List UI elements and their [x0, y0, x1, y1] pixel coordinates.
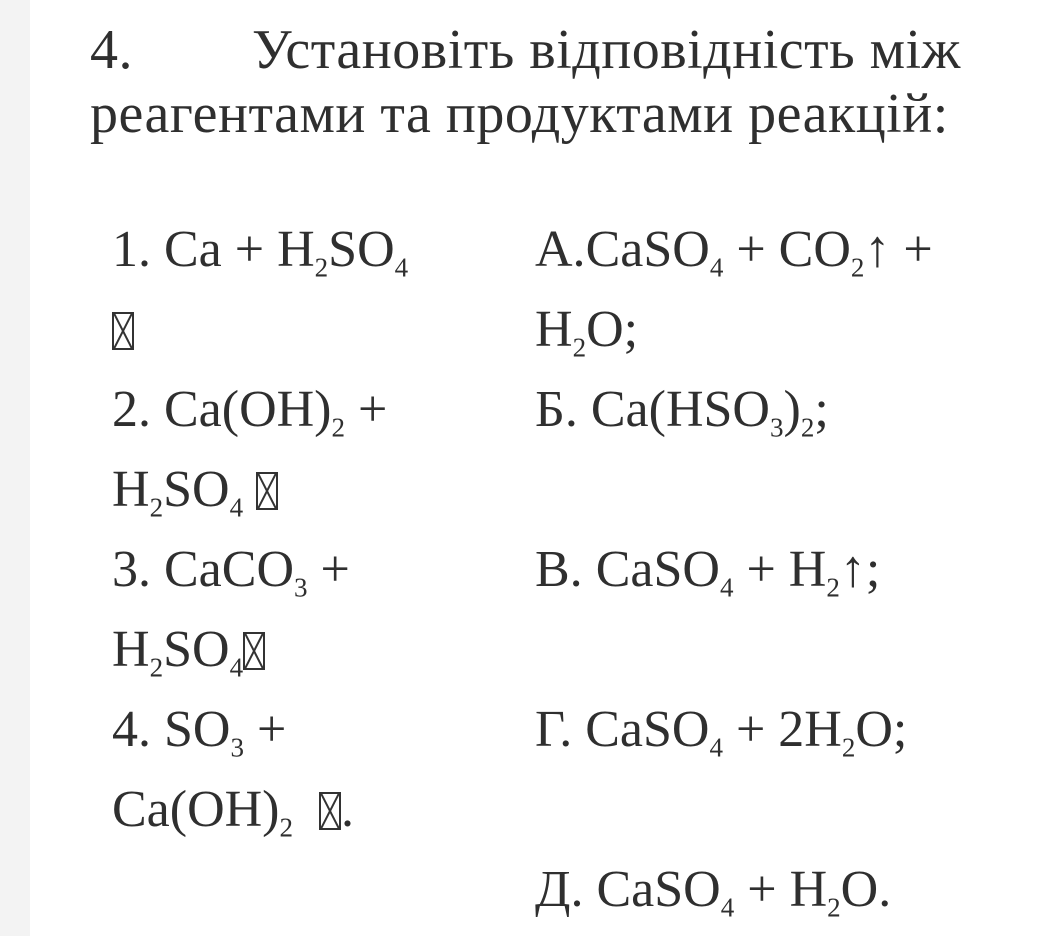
product-v-text-3: ↑; — [839, 541, 881, 598]
missing-arrow-icon — [243, 632, 265, 670]
reagents-column — [112, 210, 512, 850]
reagent-1-label: 1. — [112, 221, 151, 278]
reagent-4-text-b: Ca(OH) — [112, 781, 280, 838]
reagent-1-sub-b: 4 — [394, 252, 409, 283]
reagent-2-line-2 — [112, 450, 512, 530]
product-a-text-4: H — [535, 301, 573, 358]
product-a-text-3: ↑ + — [864, 221, 933, 278]
reagent-3-sub-b: 2 — [149, 652, 164, 683]
product-d-text: CaSO — [583, 861, 721, 918]
product-b-text: Ca(HSO — [577, 381, 770, 438]
product-g-line — [535, 690, 1015, 770]
products-column — [535, 210, 1015, 930]
product-g-text-3: O; — [855, 701, 908, 758]
reagent-3-text-c: SO — [163, 621, 230, 678]
reagent-3-label: 3. — [112, 541, 151, 598]
reagent-2-label: 2. — [112, 381, 151, 438]
product-d-sub-1: 4 — [720, 892, 735, 923]
task-heading — [90, 18, 1030, 146]
product-d-text-2: + H — [734, 861, 828, 918]
reagent-4-text: SO — [164, 701, 231, 758]
product-b-text-3: ; — [814, 381, 829, 438]
missing-arrow-icon — [112, 312, 134, 350]
missing-arrow-icon — [256, 472, 278, 510]
reagent-3-text-b: H — [112, 621, 150, 678]
reagent-1-line-1 — [112, 210, 512, 290]
spacer — [535, 610, 1015, 690]
product-d-line — [535, 850, 1015, 930]
reagent-2-line-1 — [112, 370, 512, 450]
product-v-sub-1: 4 — [719, 572, 734, 603]
task-number: 4. — [90, 19, 133, 81]
missing-arrow-icon — [319, 792, 341, 830]
product-b-sub-1: 3 — [769, 412, 784, 443]
reagent-3-text: CaCO — [164, 541, 294, 598]
product-a-text: CaSO — [585, 221, 710, 278]
product-b-line — [535, 370, 1015, 450]
product-b-sub-2: 2 — [800, 412, 815, 443]
product-v-sub-2: 2 — [826, 572, 840, 603]
reagent-2-sub-c: 4 — [229, 492, 244, 523]
product-b-text-2: ) — [783, 381, 801, 438]
product-a-sub-2: 2 — [850, 252, 865, 283]
reagent-2-plus: + — [345, 381, 388, 438]
reagent-2-text: Ca(OH) — [164, 381, 332, 438]
product-d-sub-2: 2 — [827, 892, 841, 923]
reagent-2-text-c: SO — [163, 461, 230, 518]
reagent-4-line-2: $Ca(OH)_2$ . — [112, 781, 355, 843]
spacer — [535, 450, 1015, 530]
reagent-1-line-2 — [112, 290, 512, 370]
product-a-text-5: O; — [586, 301, 639, 358]
reagent-2-text-b: H — [112, 461, 150, 518]
product-a-text-2: + CO — [723, 221, 851, 278]
product-v-text: CaSO — [582, 541, 720, 598]
product-d-label: Д. — [535, 861, 584, 918]
reagent-3-line-2 — [112, 610, 512, 690]
product-b-label: Б. — [535, 381, 578, 438]
reagent-4-line-1 — [112, 690, 512, 770]
reagent-4-sub-b: 2 — [279, 812, 294, 843]
product-d-text-3: O. — [840, 861, 892, 918]
reagent-4-sub-a: 3 — [230, 732, 244, 763]
reagent-1-text-b: SO — [328, 221, 395, 278]
reagent-2-sub-b: 2 — [149, 492, 164, 523]
spacer — [535, 770, 1015, 850]
reagent-4-plus: + — [244, 701, 287, 758]
reagent-3-sub-c: 4 — [229, 652, 244, 683]
product-g-text: CaSO — [572, 701, 710, 758]
product-a-sub-1: 4 — [709, 252, 724, 283]
reagent-3-line-1 — [112, 530, 512, 610]
product-g-sub-2: 2 — [841, 732, 856, 763]
task-text: Установіть відповідність між реагентами та продуктами реакцій: — [90, 19, 961, 145]
product-a-label: А. — [535, 221, 586, 278]
reagent-4-label: 4. — [112, 701, 151, 758]
product-a-sub-4: 2 — [572, 332, 587, 363]
product-v-text-2: + H — [733, 541, 827, 598]
product-v-label: В. — [535, 541, 583, 598]
product-g-sub-1: 4 — [709, 732, 723, 763]
product-g-text-2: + 2H — [722, 701, 842, 758]
product-a-line-2 — [535, 290, 1015, 370]
product-g-label: Г. — [535, 701, 573, 758]
reagent-3-sub-a: 3 — [294, 572, 308, 603]
reagent-3-plus: + — [307, 541, 350, 598]
product-v-line — [535, 530, 1015, 610]
reagent-2-sub-a: 2 — [331, 412, 346, 443]
reagent-1-text: Ca + H — [164, 221, 315, 278]
reagent-1-sub-a: 2 — [314, 252, 329, 283]
product-a-line-1 — [535, 210, 1015, 290]
